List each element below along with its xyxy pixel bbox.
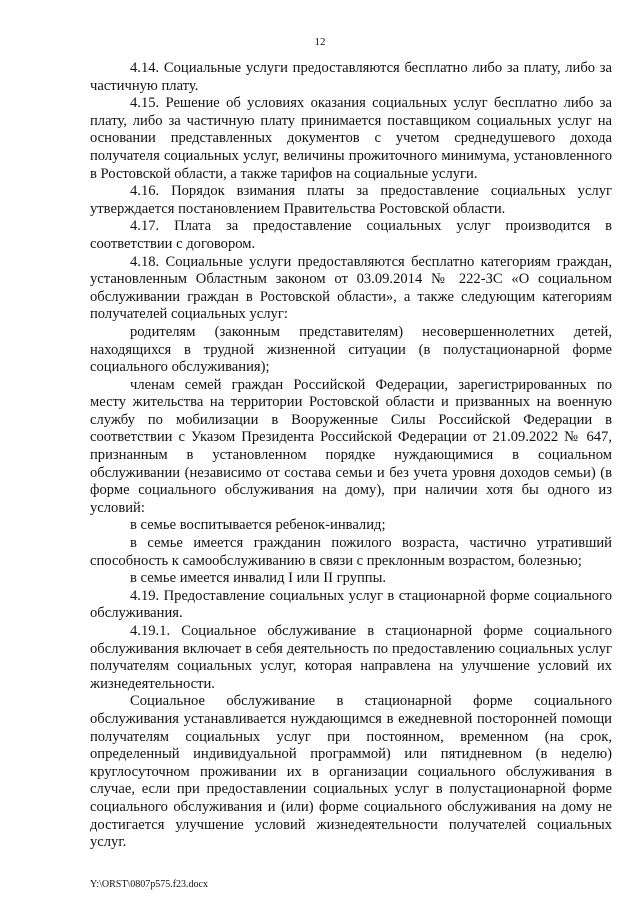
paragraph-4-19-1: 4.19.1. Социальное обслуживание в стационарной форме социального обслуживания включает в себя деятельность по предоставлению социальных услуг получателям социальных услуг, которая направлена на улучшение условий их жизнедеятельности. xyxy=(90,623,612,692)
paragraph-4-15: 4.15. Решение об условиях оказания социальных услуг бесплатно либо за плату, либо за частичную плату принимается поставщиком социальных услуг на основании представленных документов с учетом среднедушевого дохода получателя социальных услуг, величины прожиточного минимума, установленного в Ростовской области, а также тарифов на социальные услуги. xyxy=(90,95,612,182)
footer-file-path: Y:\ORST\0807p575.f23.docx xyxy=(90,879,208,890)
paragraph-4-18: 4.18. Социальные услуги предоставляются бесплатно категориям граждан, установленным Областным законом от 03.09.2014 № 222-ЗС «О социальном обслуживании граждан в Ростовской области», а также следующим категориям получателей социальных услуг: xyxy=(90,253,612,323)
condition-disabled-child: в семье воспитывается ребенок-инвалид; xyxy=(130,517,386,534)
list-item-mobilized-families: членам семей граждан Российской Федерации, зарегистрированных по месту жительства на территории Ростовской области и призванных на военную службу по мобилизации в Вооруженные Силы Российской Федерации в соответствии с Указом Президента Российской Федерации от 21.09.2022 № 647, признанным в установленном порядке нуждающимися в социальном обслуживании (независимо от состава семьи и без учета уровня доходов семьи) (в форме социального обслуживания на дому), при наличии хотя бы одного из условий: xyxy=(90,376,612,516)
document-body xyxy=(90,60,612,852)
paragraph-4-14: 4.14. Социальные услуги предоставляются бесплатно либо за плату, либо за частичную плату. xyxy=(90,60,612,94)
list-item-parents: родителям (законным представителям) несовершеннолетних детей, находящихся в трудной жизненной ситуации (в полустационарной форме социального обслуживания); xyxy=(90,323,612,376)
paragraph-4-19: 4.19. Предоставление социальных услуг в стационарной форме социального обслуживания. xyxy=(90,587,612,622)
page-number: 12 xyxy=(314,36,326,48)
paragraph-4-17: 4.17. Плата за предоставление социальных услуг производится в соответствии с договором. xyxy=(90,218,612,252)
paragraph-4-16: 4.16. Порядок взимания платы за предоставление социальных услуг утверждается постановлением Правительства Ростовской области. xyxy=(90,183,612,217)
condition-disabled-group: в семье имеется инвалид I или II группы. xyxy=(130,570,387,587)
paragraph-stationary-service: Социальное обслуживание в стационарной форме социального обслуживания устанавливается нуждающимся в ежедневной посторонней помощи получателям социальных услуг при постоянном, временном (на срок, определенный индивидуальной программой) или пятидневном (в неделю) круглосуточном проживании их в организации социального обслуживания в случае, если при предоставлении социальных услуг в полустационарной форме социального обслуживания и (или) форме социального обслуживания на дому не достигается улучшение условий жизнедеятельности получателей социальных услуг. xyxy=(90,693,612,851)
condition-elderly-citizen: в семье имеется гражданин пожилого возраста, частично утративший способность к самообслуживанию в связи с преклонным возрастом, болезнью; xyxy=(90,535,612,569)
